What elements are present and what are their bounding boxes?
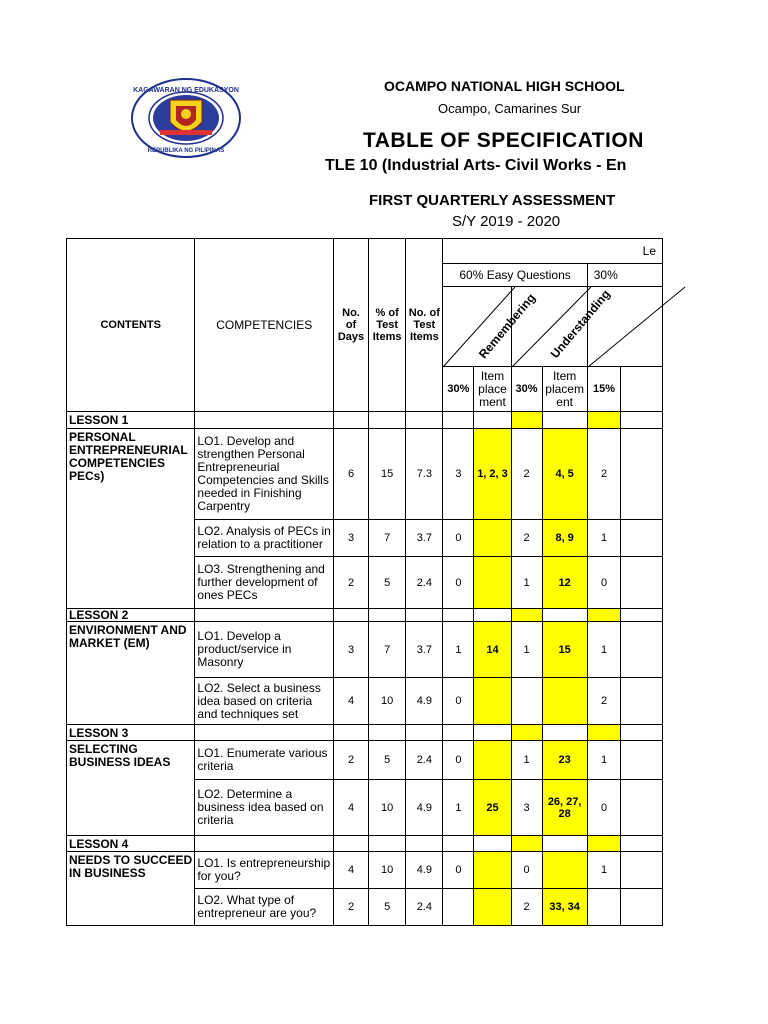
empty-cell xyxy=(621,622,663,678)
empty-cell xyxy=(333,836,368,852)
pct-items-cell: 5 xyxy=(369,889,406,926)
empty-cell xyxy=(511,725,542,741)
subject-title: TLE 10 (Industrial Arts- Civil Works - En xyxy=(325,157,627,174)
empty-cell xyxy=(542,725,587,741)
empty-cell xyxy=(621,412,663,429)
remembering-placement-cell xyxy=(474,678,511,725)
next-level-count-cell: 2 xyxy=(587,429,621,520)
table-row xyxy=(67,622,663,678)
remembering-count-cell: 0 xyxy=(443,741,474,780)
header-average-questions: 30% xyxy=(587,264,662,287)
empty-cell xyxy=(443,836,474,852)
pct-items-cell: 10 xyxy=(369,780,406,836)
header-no-items: No. of Test Items xyxy=(406,239,443,412)
remembering-placement-cell: 14 xyxy=(474,622,511,678)
empty-cell xyxy=(369,836,406,852)
empty-cell xyxy=(406,609,443,622)
pct-items-cell: 15 xyxy=(369,429,406,520)
understanding-placement-cell: 15 xyxy=(542,622,587,678)
empty-cell xyxy=(621,678,663,725)
table-body xyxy=(67,412,663,926)
competency-cell: LO1. Is entrepreneurship for you? xyxy=(195,852,334,889)
empty-cell xyxy=(443,609,474,622)
empty-cell xyxy=(587,725,621,741)
understanding-count-cell: 1 xyxy=(511,557,542,609)
empty-cell xyxy=(621,725,663,741)
empty-cell xyxy=(333,725,368,741)
no-items-cell: 2.4 xyxy=(406,557,443,609)
competency-cell: LO3. Strengthening and further development of ones PECs xyxy=(195,557,334,609)
lesson-label: LESSON 4 xyxy=(67,836,195,852)
days-cell: 2 xyxy=(333,741,368,780)
empty-cell xyxy=(511,412,542,429)
empty-cell xyxy=(621,741,663,780)
header-pct-remembering: 30% xyxy=(443,367,474,412)
remembering-count-cell xyxy=(443,889,474,926)
no-items-cell: 3.7 xyxy=(406,622,443,678)
content-cell: PERSONAL ENTREPRENEURIAL COMPETENCIES PECs) xyxy=(67,429,195,609)
remembering-count-cell: 0 xyxy=(443,852,474,889)
remembering-count-cell: 0 xyxy=(443,678,474,725)
remembering-placement-cell xyxy=(474,889,511,926)
next-level-count-cell: 1 xyxy=(587,741,621,780)
understanding-label: Understanding xyxy=(547,287,613,361)
lesson-label: LESSON 1 xyxy=(67,412,195,429)
next-level-count-cell: 0 xyxy=(587,780,621,836)
remembering-placement-cell xyxy=(474,852,511,889)
next-level-count-cell: 1 xyxy=(587,520,621,557)
empty-cell xyxy=(621,557,663,609)
remembering-count-cell: 3 xyxy=(443,429,474,520)
next-level-count-cell: 1 xyxy=(587,852,621,889)
lesson-label: LESSON 3 xyxy=(67,725,195,741)
empty-cell xyxy=(406,412,443,429)
empty-cell xyxy=(195,725,334,741)
empty-cell xyxy=(511,609,542,622)
empty-cell xyxy=(587,836,621,852)
header-competencies: COMPETENCIES xyxy=(195,239,334,412)
school-name: OCAMPO NATIONAL HIGH SCHOOL xyxy=(384,78,625,94)
page-title: TABLE OF SPECIFICATION xyxy=(363,129,644,152)
lesson-label: LESSON 2 xyxy=(67,609,195,622)
remembering-count-cell: 0 xyxy=(443,520,474,557)
table-row xyxy=(67,852,663,889)
no-items-cell: 3.7 xyxy=(406,520,443,557)
no-items-cell: 2.4 xyxy=(406,889,443,926)
remembering-count-cell: 0 xyxy=(443,557,474,609)
header-easy-questions: 60% Easy Questions xyxy=(443,264,587,287)
competency-cell: LO1. Enumerate various criteria xyxy=(195,741,334,780)
understanding-placement-cell xyxy=(542,678,587,725)
empty-cell xyxy=(621,429,663,520)
table-row xyxy=(67,741,663,780)
understanding-count-cell: 1 xyxy=(511,622,542,678)
understanding-placement-cell: 23 xyxy=(542,741,587,780)
understanding-placement-cell: 33, 34 xyxy=(542,889,587,926)
header-understanding xyxy=(511,287,613,367)
understanding-count-cell: 2 xyxy=(511,520,542,557)
remembering-placement-cell: 25 xyxy=(474,780,511,836)
lesson-row xyxy=(67,836,663,852)
header-pct-understanding: 30% xyxy=(511,367,542,412)
understanding-count-cell: 0 xyxy=(511,852,542,889)
empty-cell xyxy=(621,780,663,836)
understanding-placement-cell: 26, 27, 28 xyxy=(542,780,587,836)
specification-table xyxy=(66,238,663,926)
empty-cell xyxy=(542,836,587,852)
understanding-placement-cell: 4, 5 xyxy=(542,429,587,520)
empty-cell xyxy=(369,412,406,429)
empty-cell xyxy=(406,836,443,852)
empty-cell xyxy=(474,725,511,741)
days-cell: 4 xyxy=(333,678,368,725)
empty-cell xyxy=(474,412,511,429)
empty-cell xyxy=(587,412,621,429)
remembering-count-cell: 1 xyxy=(443,622,474,678)
school-year: S/Y 2019 - 2020 xyxy=(452,213,561,230)
empty-cell xyxy=(195,609,334,622)
svg-text:REPUBLIKA NG PILIPINAS: REPUBLIKA NG PILIPINAS xyxy=(147,148,225,154)
no-items-cell: 4.9 xyxy=(406,780,443,836)
empty-cell xyxy=(542,412,587,429)
header-item-placement-understanding: Item placem ent xyxy=(542,367,587,412)
understanding-count-cell: 2 xyxy=(511,889,542,926)
remembering-count-cell: 1 xyxy=(443,780,474,836)
empty-cell xyxy=(406,725,443,741)
header-contents: CONTENTS xyxy=(67,239,195,412)
understanding-count-cell: 3 xyxy=(511,780,542,836)
pct-items-cell: 10 xyxy=(369,852,406,889)
pct-items-cell: 5 xyxy=(369,741,406,780)
remembering-placement-cell xyxy=(474,520,511,557)
competency-cell: LO2. Determine a business idea based on criteria xyxy=(195,780,334,836)
competency-cell: LO1. Develop and strengthen Personal Entrepreneurial Competencies and Skills needed in Finishing Carpentry xyxy=(195,429,334,520)
competency-cell: LO2. Select a business idea based on criteria and techniques set xyxy=(195,678,334,725)
content-cell: NEEDS TO SUCCEED IN BUSINESS xyxy=(67,852,195,926)
days-cell: 3 xyxy=(333,520,368,557)
understanding-placement-cell: 8, 9 xyxy=(542,520,587,557)
lesson-row xyxy=(67,609,663,622)
empty-cell xyxy=(443,725,474,741)
empty-cell xyxy=(621,609,663,622)
pct-items-cell: 5 xyxy=(369,557,406,609)
days-cell: 6 xyxy=(333,429,368,520)
svg-text:KAGAWARAN NG EDUKASYON: KAGAWARAN NG EDUKASYON xyxy=(133,87,239,94)
header-remembering xyxy=(443,287,539,367)
remembering-placement-cell xyxy=(474,557,511,609)
pct-items-cell: 10 xyxy=(369,678,406,725)
exam-title: FIRST QUARTERLY ASSESSMENT xyxy=(369,192,616,209)
days-cell: 4 xyxy=(333,852,368,889)
header-item-placement-remembering: Item place ment xyxy=(474,367,511,412)
empty-cell xyxy=(474,609,511,622)
competency-cell: LO2. Analysis of PECs in relation to a practitioner xyxy=(195,520,334,557)
next-level-count-cell: 2 xyxy=(587,678,621,725)
empty-cell xyxy=(369,609,406,622)
days-cell: 4 xyxy=(333,780,368,836)
empty-cell xyxy=(443,412,474,429)
empty-cell xyxy=(621,836,663,852)
understanding-placement-cell: 12 xyxy=(542,557,587,609)
next-level-count-cell: 0 xyxy=(587,557,621,609)
empty-cell xyxy=(195,836,334,852)
header-next-level xyxy=(587,287,662,367)
competency-cell: LO1. Develop a product/service in Masonry xyxy=(195,622,334,678)
no-items-cell: 2.4 xyxy=(406,741,443,780)
empty-cell xyxy=(369,725,406,741)
empty-cell xyxy=(621,889,663,926)
next-level-count-cell xyxy=(587,889,621,926)
header-pct-items: % of Test Items xyxy=(369,239,406,412)
lesson-row xyxy=(67,725,663,741)
content-cell: SELECTING BUSINESS IDEAS xyxy=(67,741,195,836)
empty-cell xyxy=(333,609,368,622)
days-cell: 2 xyxy=(333,889,368,926)
no-items-cell: 4.9 xyxy=(406,852,443,889)
empty-cell xyxy=(621,520,663,557)
empty-cell xyxy=(333,412,368,429)
header-levels: Le xyxy=(443,239,663,264)
understanding-count-cell: 2 xyxy=(511,429,542,520)
empty-cell xyxy=(621,852,663,889)
days-cell: 2 xyxy=(333,557,368,609)
table-row xyxy=(67,429,663,520)
school-address: Ocampo, Camarines Sur xyxy=(438,101,582,116)
empty-cell xyxy=(587,609,621,622)
no-items-cell: 7.3 xyxy=(406,429,443,520)
days-cell: 3 xyxy=(333,622,368,678)
remembering-label: Remembering xyxy=(476,290,539,362)
header-days: No. of Days xyxy=(333,239,368,412)
content-cell: ENVIRONMENT AND MARKET (EM) xyxy=(67,622,195,725)
empty-cell xyxy=(195,412,334,429)
competency-cell: LO2. What type of entrepreneur are you? xyxy=(195,889,334,926)
understanding-count-cell xyxy=(511,678,542,725)
understanding-placement-cell xyxy=(542,852,587,889)
remembering-placement-cell: 1, 2, 3 xyxy=(474,429,511,520)
header-pct-next: 15% xyxy=(587,367,621,412)
understanding-count-cell: 1 xyxy=(511,741,542,780)
empty-cell xyxy=(511,836,542,852)
pct-items-cell: 7 xyxy=(369,622,406,678)
empty-cell xyxy=(474,836,511,852)
remembering-placement-cell xyxy=(474,741,511,780)
empty-cell xyxy=(542,609,587,622)
lesson-row xyxy=(67,412,663,429)
next-level-count-cell: 1 xyxy=(587,622,621,678)
pct-items-cell: 7 xyxy=(369,520,406,557)
no-items-cell: 4.9 xyxy=(406,678,443,725)
